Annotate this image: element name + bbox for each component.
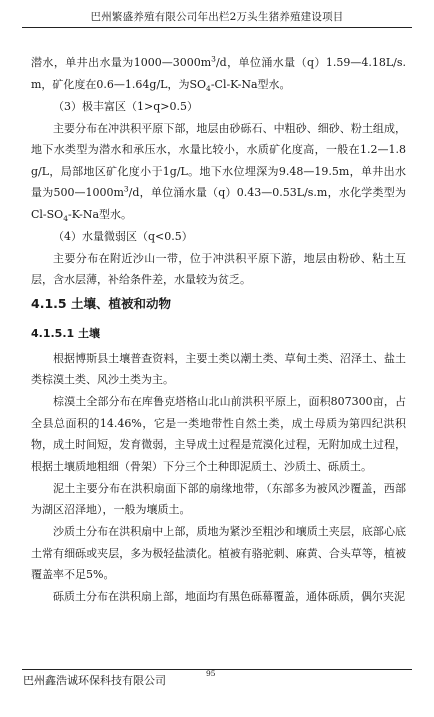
page-number: 95 bbox=[206, 669, 216, 678]
soil-paragraph: 砾质土分布在洪积扇上部，地面均有黑色砾幕覆盖，通体砾质，偶尔夹泥 bbox=[53, 590, 405, 603]
superscript: 3 bbox=[123, 184, 129, 194]
subsection-heading: 4.1.5.1 土壤 bbox=[31, 326, 100, 340]
header-rule bbox=[22, 27, 412, 28]
heading-weak-zone: （4）水量微弱区（q<0.5） bbox=[53, 229, 193, 243]
text-run: /d，单位涌水量（q）1.59—4.18L/s.m，矿化度在0.6—1.64g/L，为SO bbox=[31, 56, 406, 91]
page-header: 巴州繁盛养殖有限公司年出栏2万头生猪养殖建设项目 bbox=[90, 11, 344, 23]
soil-paragraph: 棕漠土全部分布在库鲁克塔格山北山前洪积平原上，面积807300亩，占全县总面积的14.46%，它是一类地带性自然土类，成土母质为第四纪洪积物，成土时间短，发育微弱，主导成土过程是荒漠化过程，无附加成土过程，根据土壤质地粗细（骨架）下分三个土种即泥质土、沙质土、砾质土。 bbox=[31, 395, 406, 473]
paragraph-rich-zone bbox=[31, 118, 406, 226]
soil-paragraph: 沙质土分布在洪积扇中上部，质地为紧沙至粗沙和壤质土夹层，底部心底土常有细砾或夹层，多为极轻盐渍化。植被有骆驼刺、麻黄、合头草等，植被覆盖率不足5%。 bbox=[31, 525, 406, 581]
text-run: 潜水，单井出水量为1000—3000m bbox=[31, 56, 212, 69]
subscript: 4 bbox=[206, 83, 211, 93]
paragraph-weak-zone: 主要分布在附近沙山一带，位于冲洪积平原下游，地层由粉砂、粘土互层，含水层薄，补给条件差，水量较为贫乏。 bbox=[31, 251, 406, 286]
heading-rich-zone: （3）极丰富区（1>q>0.5） bbox=[53, 99, 198, 113]
soil-paragraph: 泥土主要分布在洪积扇面下部的扇缘地带，（东部多为被风沙覆盖，西部为湖区沼泽地），一般为壤质土。 bbox=[31, 481, 406, 516]
subscript: 4 bbox=[63, 213, 68, 223]
footer-rule bbox=[22, 669, 412, 670]
text-run: -K-Na型水。 bbox=[68, 207, 133, 221]
text-run: -Cl-K-Na型水。 bbox=[210, 77, 291, 91]
text-run: 主要分布在冲洪积平原下部，地层由砂砾石、中粗砂、细砂、粉土组成，地下水类型为潜水和承压水，水量比较小，水质矿化度高，一般在1.2—1.8g/L，局部地区矿化度小于1g/L。地下水位埋深为9.48—19.5m，单井出水量为500—1000m bbox=[31, 121, 406, 199]
footer-company: 巴州鑫浩诚环保科技有限公司 bbox=[23, 674, 166, 687]
soil-paragraph: 根据博斯县土壤普查资料，主要土类以潮土类、草甸土类、沼泽土、盐土类棕漠土类、风沙土类为主。 bbox=[31, 351, 406, 386]
section-heading: 4.1.5 土壤、植被和动物 bbox=[31, 295, 171, 311]
paragraph-water-yield bbox=[31, 52, 406, 95]
superscript: 3 bbox=[211, 54, 216, 64]
page-content bbox=[31, 52, 406, 608]
text-run: /d，单位涌水量（q）0.43—0.53L/s.m，水化学类型为Cl-SO bbox=[31, 186, 406, 221]
